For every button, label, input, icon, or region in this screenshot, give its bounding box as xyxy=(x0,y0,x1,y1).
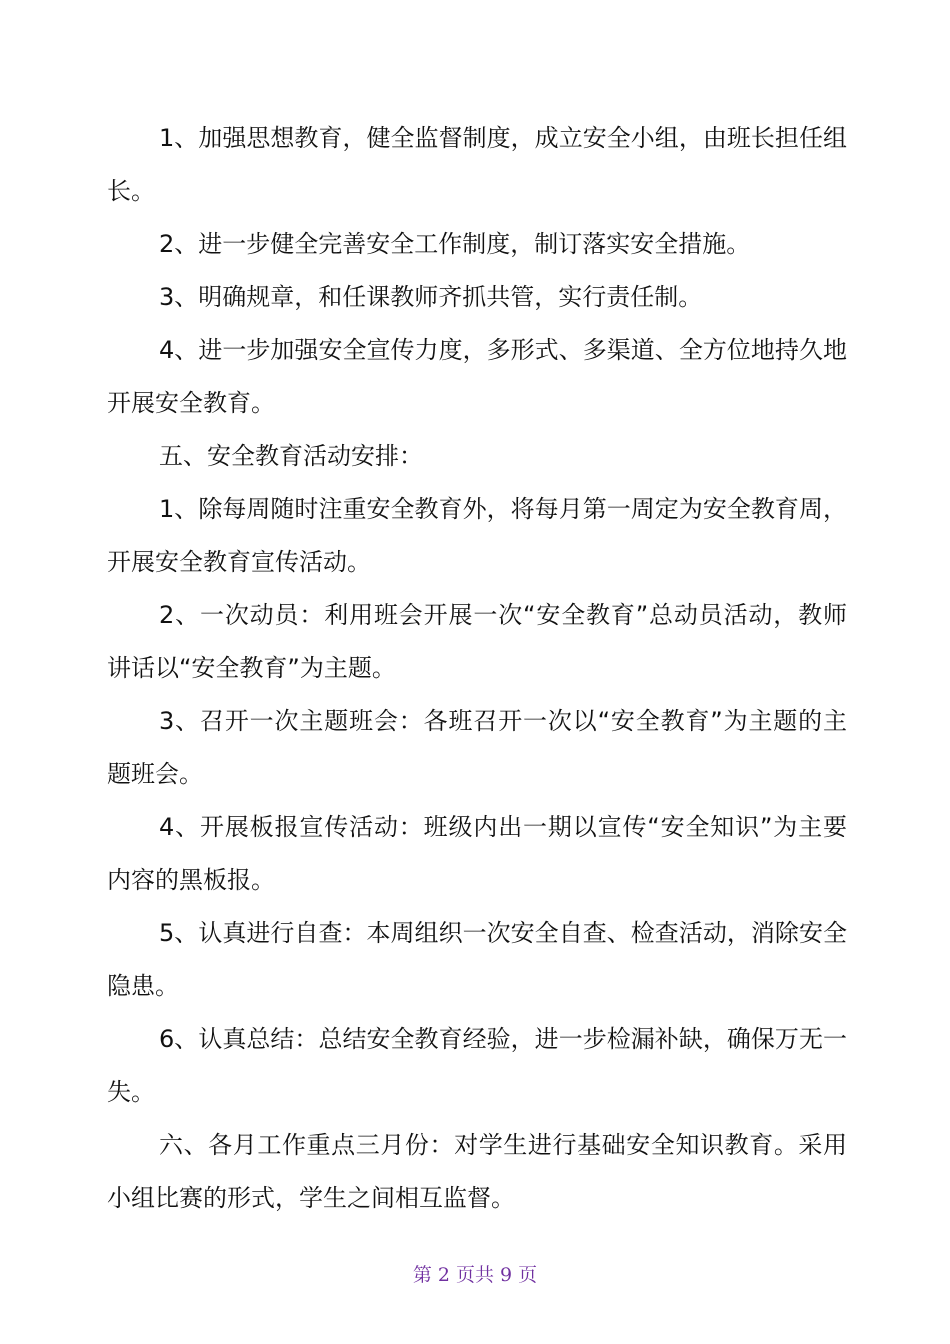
paragraph: 6、认真总结：总结安全教育经验，进一步检漏补缺，确保万无一失。 xyxy=(107,1025,847,1106)
paragraph: 1、加强思想教育，健全监督制度，成立安全小组，由班长担任组长。 xyxy=(107,124,847,205)
paragraph: 5、认真进行自查：本周组织一次安全自查、检查活动，消除安全隐患。 xyxy=(107,919,847,1000)
paragraph: 1、除每周随时注重安全教育外，将每月第一周定为安全教育周，开展安全教育宣传活动。 xyxy=(107,495,847,576)
paragraph: 4、开展板报宣传活动：班级内出一期以宣传“安全知识”为主要内容的黑板报。 xyxy=(107,813,847,894)
paragraph: 3、召开一次主题班会：各班召开一次以“安全教育”为主题的主题班会。 xyxy=(107,707,847,788)
section-heading: 五、安全教育活动安排： xyxy=(159,442,423,470)
paragraph: 2、进一步健全完善安全工作制度，制订落实安全措施。 xyxy=(159,230,751,258)
paragraph: 3、明确规章，和任课教师齐抓共管，实行责任制。 xyxy=(159,283,703,311)
page-number-footer: 第 2 页共 9 页 xyxy=(412,1264,538,1286)
document-body xyxy=(107,112,847,1225)
paragraph: 4、进一步加强安全宣传力度，多形式、多渠道、全方位地持久地开展安全教育。 xyxy=(107,336,847,417)
paragraph: 六、各月工作重点三月份：对学生进行基础安全知识教育。采用小组比赛的形式，学生之间相互监督。 xyxy=(107,1131,847,1212)
paragraph: 2、一次动员：利用班会开展一次“安全教育”总动员活动，教师讲话以“安全教育”为主题。 xyxy=(107,601,847,682)
